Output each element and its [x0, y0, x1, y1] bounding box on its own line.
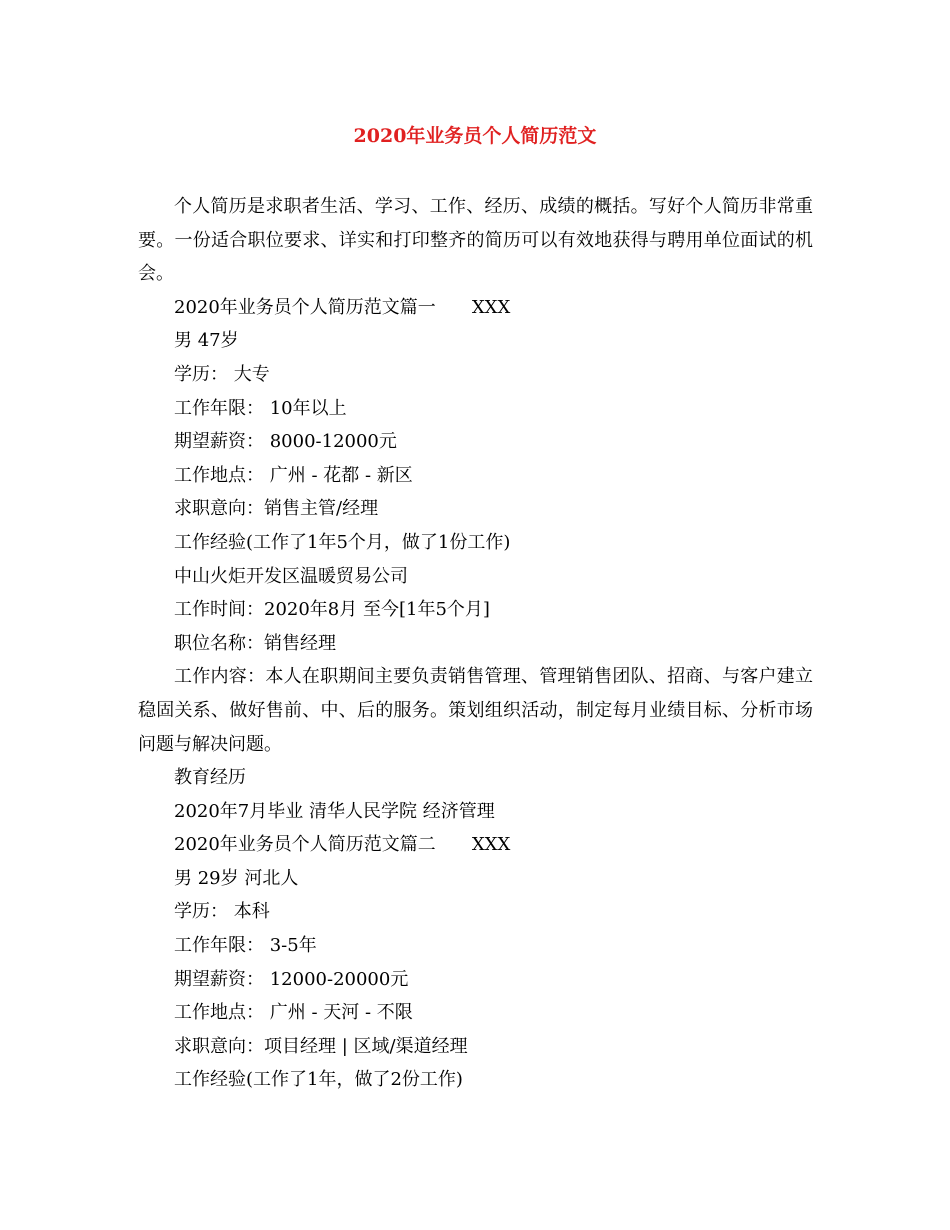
sample-1-work-period: 工作时间：2020年8月 至今[1年5个月] [174, 599, 490, 621]
sample-1-education-entry: 2020年7月毕业 清华人民学院 经济管理 [174, 800, 495, 822]
sample-1-work-content: 工作内容：本人在职期间主要负责销售管理、管理销售团队、招商、与客户建立稳固关系、做好售前、中、后的服务。策划组织活动，制定每月业绩目标、分析市场问题与解决问题。 [138, 666, 813, 755]
sample-1-education-heading: 教育经历 [174, 767, 246, 789]
sample-1-expected-salary: 期望薪资： 8000-12000元 [174, 431, 397, 453]
sample-2-education: 学历： 本科 [174, 901, 270, 923]
sample-2-gender-age-origin: 男 29岁 河北人 [174, 867, 299, 889]
document-title: 2020年业务员个人简历范文 [353, 125, 597, 147]
sample-1-work-years: 工作年限： 10年以上 [174, 397, 347, 419]
sample-1-heading: 2020年业务员个人简历范文篇一 [174, 296, 436, 318]
sample-1-position-title: 职位名称：销售经理 [174, 632, 336, 654]
sample-1-heading-line [138, 291, 813, 325]
sample-2-work-location: 工作地点： 广州 - 天河 - 不限 [174, 1002, 413, 1024]
sample-1-work-location: 工作地点： 广州 - 花都 - 新区 [174, 464, 413, 486]
sample-2-work-years: 工作年限： 3-5年 [174, 935, 317, 957]
document-body [138, 190, 813, 1097]
sample-2-work-experience-summary: 工作经验(工作了1年，做了2份工作) [174, 1069, 463, 1091]
sample-1-education: 学历： 大专 [174, 363, 270, 385]
sample-2-expected-salary: 期望薪资： 12000-20000元 [174, 968, 409, 990]
sample-1-company: 中山火炬开发区温暖贸易公司 [174, 565, 408, 587]
sample-2-job-intention: 求职意向：项目经理 | 区域/渠道经理 [174, 1035, 468, 1057]
sample-1-name: XXX [471, 296, 511, 318]
sample-2-heading-line [138, 828, 813, 862]
sample-1-gender-age: 男 47岁 [174, 330, 239, 352]
intro-paragraph: 个人简历是求职者生活、学习、工作、经历、成绩的概括。写好个人简历非常重要。一份适合职位要求、详实和打印整齐的简历可以有效地获得与聘用单位面试的机会。 [138, 196, 813, 285]
sample-2-name: XXX [471, 834, 511, 856]
sample-2-heading: 2020年业务员个人简历范文篇二 [174, 834, 436, 856]
sample-1-work-experience-summary: 工作经验(工作了1年5个月，做了1份工作) [174, 531, 511, 553]
sample-1-job-intention: 求职意向：销售主管/经理 [174, 498, 379, 520]
